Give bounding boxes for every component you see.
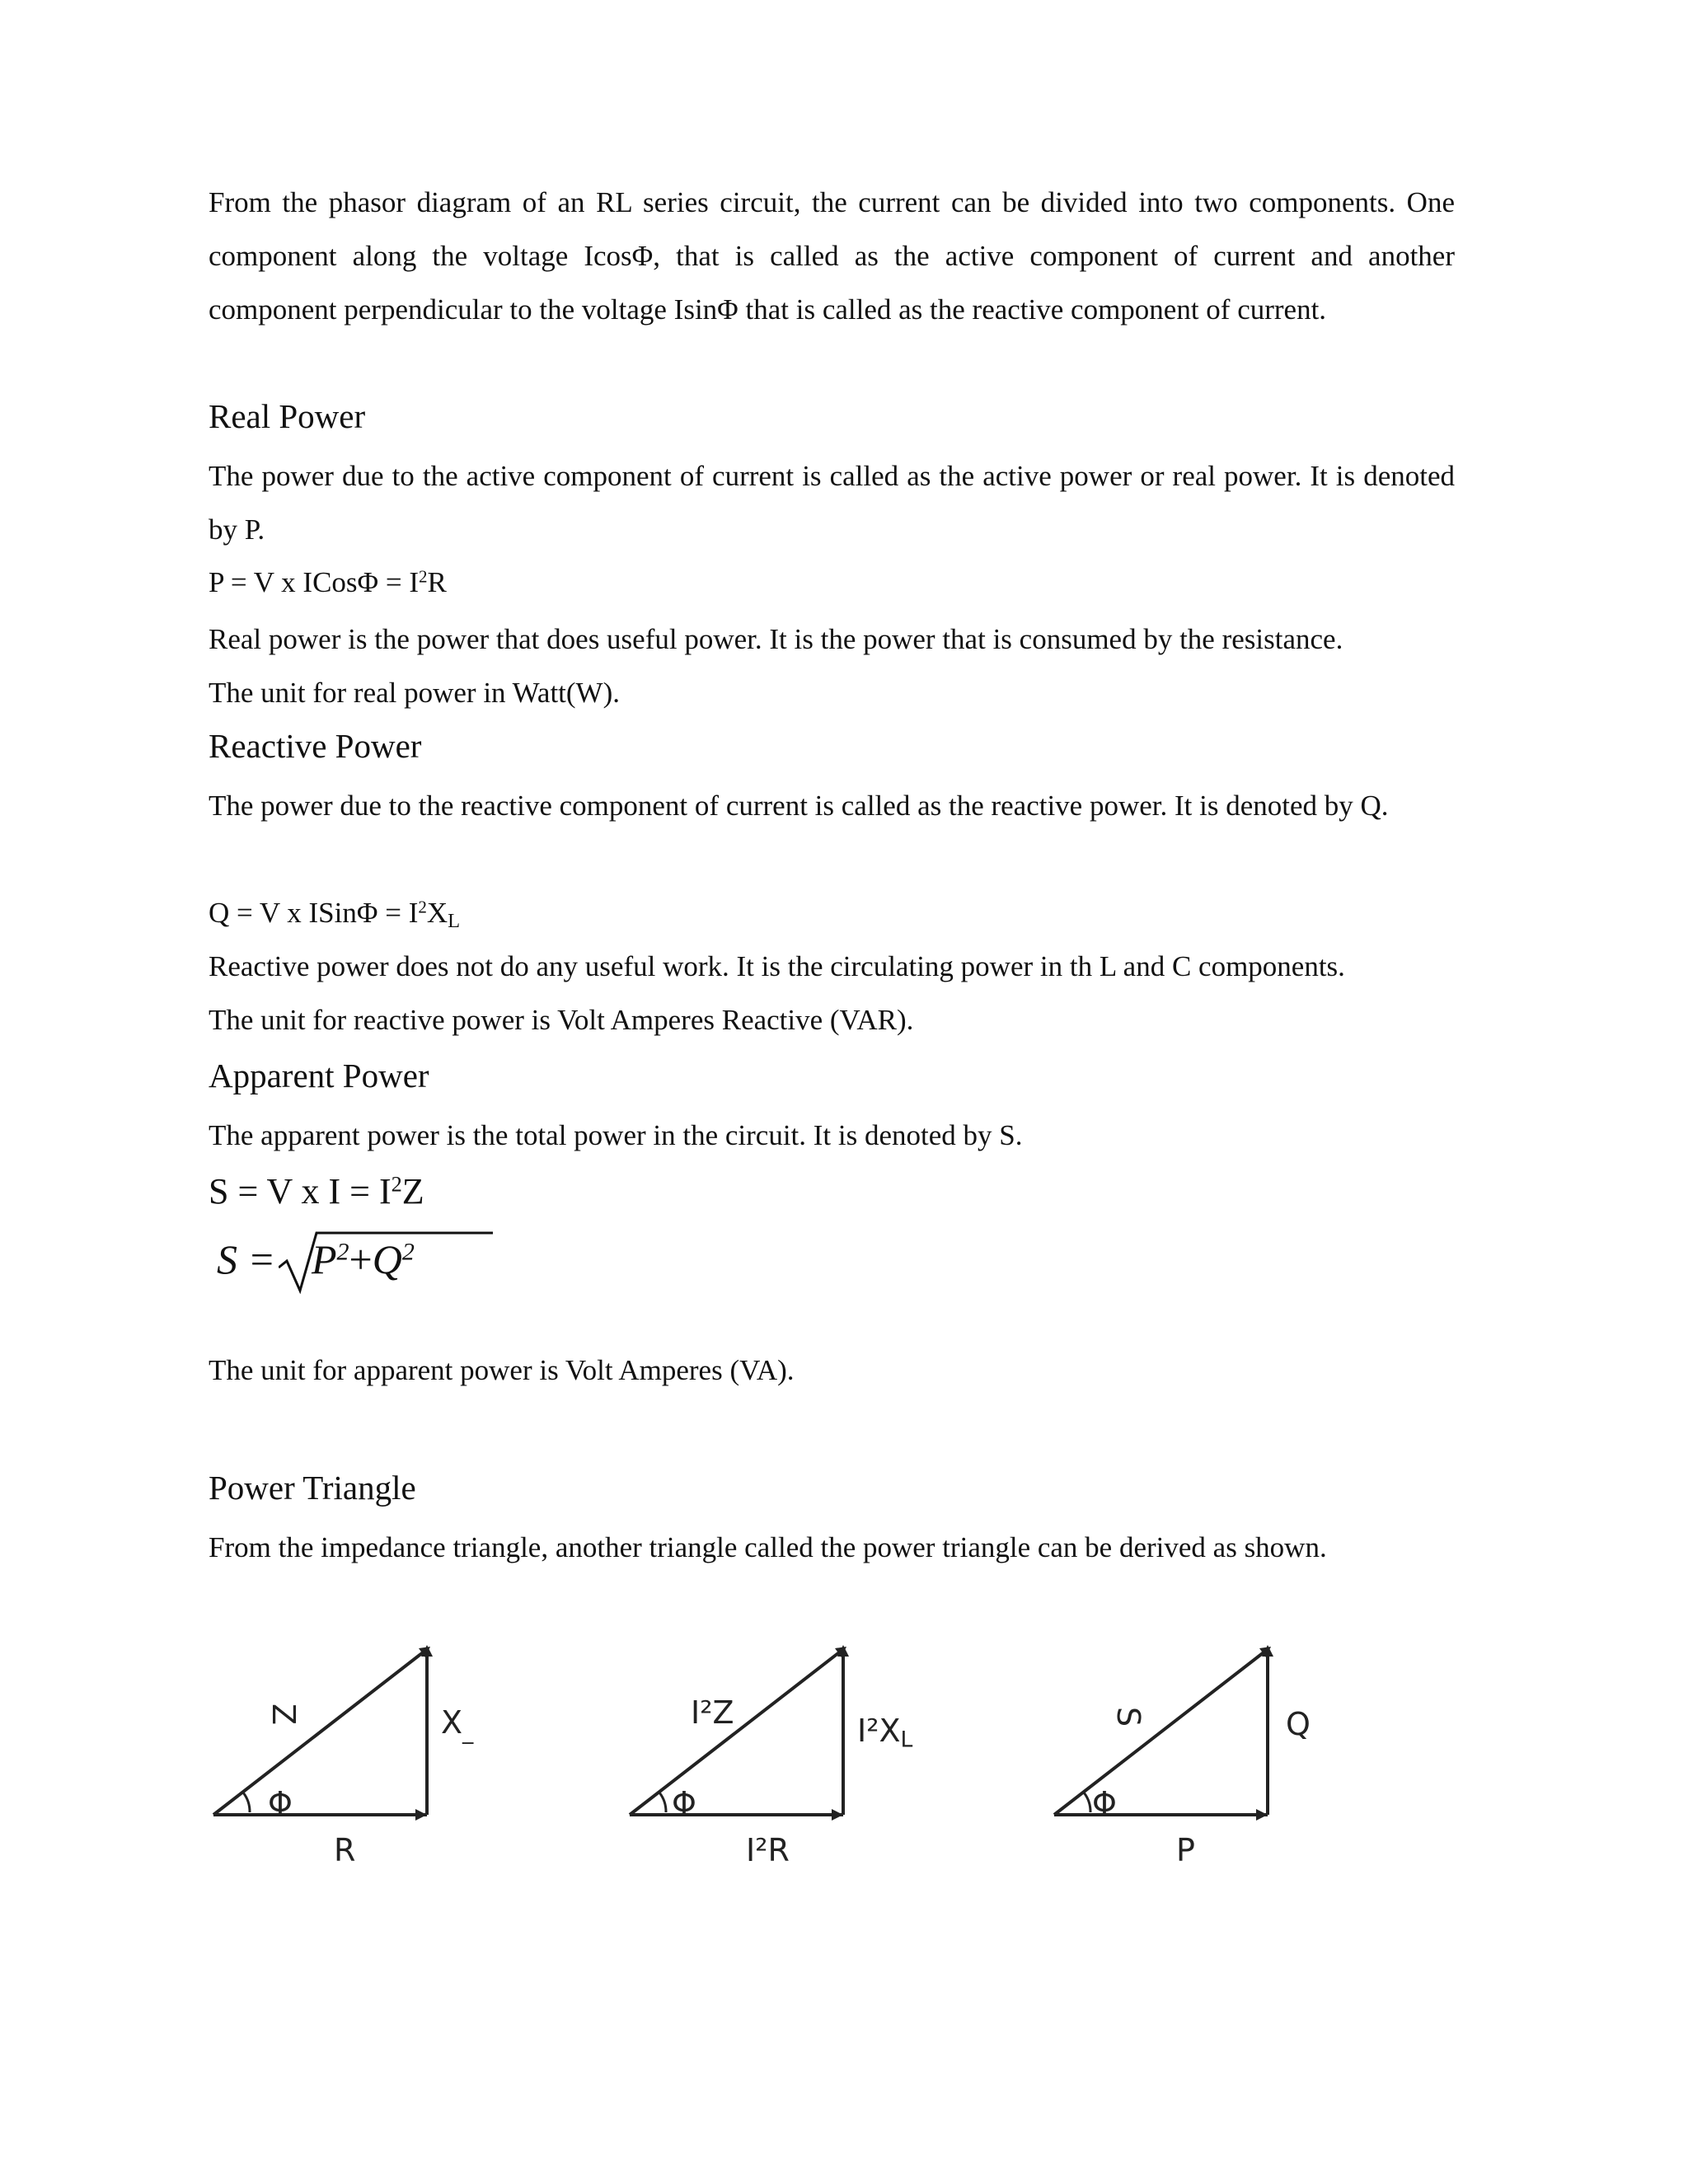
scaled-triangle	[626, 1636, 913, 1868]
power-angle-label: Φ	[1092, 1785, 1117, 1821]
heading-real-power: Real Power	[209, 397, 366, 435]
apparent-power-paragraph: The apparent power is the total power in the circuit. It is denoted by S.	[209, 1119, 1023, 1151]
scaled-base-label: I²R	[746, 1832, 790, 1868]
real-power-formula-tail: R	[427, 566, 447, 598]
apparent-power-sqrt-formula	[213, 1220, 460, 1294]
impedance-vert-text: X	[441, 1704, 463, 1741]
impedance-hyp-label: Z	[265, 1703, 302, 1726]
real-power-formula-main: P = V x ICosΦ = I	[209, 566, 420, 598]
real-power-note-2: The unit for real power in Watt(W).	[209, 677, 620, 709]
heading-reactive-power: Reactive Power	[209, 727, 422, 765]
apparent-power-formula-sup: 2	[391, 1171, 402, 1197]
impedance-triangle	[210, 1636, 474, 1868]
power-triangle-shape	[1051, 1636, 1298, 1850]
power-triangle	[1051, 1636, 1311, 1868]
scaled-triangle-shape	[626, 1636, 874, 1850]
radicand-p: P	[312, 1236, 337, 1282]
reactive-power-formula-tail: X	[426, 897, 448, 929]
power-vert-text: Q	[1286, 1706, 1311, 1742]
real-power-note-1: Real power is the power that does useful power. It is the power that is consumed by the resistance.	[209, 623, 1343, 655]
radicand-q-exp: 2	[401, 1238, 415, 1266]
heading-apparent-power: Apparent Power	[209, 1057, 429, 1094]
real-power-paragraph: The power due to the active component of current is called as the active power or real power. It is denoted by P.	[209, 460, 1455, 546]
sqrt-formula-radicand	[312, 1235, 415, 1284]
reactive-power-formula	[209, 893, 460, 934]
heading-power-triangle: Power Triangle	[209, 1469, 416, 1507]
scaled-hyp-label: I²Z	[691, 1694, 734, 1731]
real-power-formula	[209, 562, 447, 603]
scaled-angle-label: Φ	[672, 1785, 696, 1821]
impedance-vert-sub: _	[462, 1718, 474, 1745]
power-base-label: P	[1176, 1832, 1195, 1868]
reactive-power-note-1: Reactive power does not do any useful work. It is the circulating power in th L and C components.	[209, 950, 1345, 982]
scaled-vert-sub: L	[900, 1727, 913, 1753]
scaled-vert-text: I²X	[857, 1713, 901, 1749]
radicand-q: Q	[372, 1236, 402, 1282]
scaled-vert-label	[857, 1713, 913, 1753]
apparent-power-unit-note: The unit for apparent power is Volt Amperes (VA).	[209, 1354, 795, 1386]
real-power-formula-sup: 2	[419, 566, 428, 587]
impedance-angle-label: Φ	[268, 1785, 293, 1821]
impedance-triangle-shape	[210, 1636, 457, 1850]
power-hyp-label: S	[1110, 1706, 1147, 1727]
impedance-base-label: R	[334, 1832, 356, 1868]
reactive-power-formula-sub: L	[448, 910, 461, 933]
reactive-power-formula-sup: 2	[418, 897, 427, 917]
apparent-power-formula-main: S = V x I = I	[209, 1171, 392, 1212]
radicand-plus: +	[349, 1236, 373, 1282]
reactive-power-formula-main: Q = V x ISinΦ = I	[209, 897, 419, 929]
impedance-vert-label	[441, 1704, 474, 1745]
radicand-p-exp: 2	[336, 1238, 349, 1266]
apparent-power-formula	[209, 1167, 424, 1216]
reactive-power-note-2: The unit for reactive power is Volt Amperes Reactive (VAR).	[209, 1004, 914, 1036]
reactive-power-paragraph: The power due to the reactive component of current is called as the reactive power. It is denoted by Q.	[209, 790, 1389, 822]
intro-paragraph: From the phasor diagram of an RL series circuit, the current can be divided into two components. One component along the voltage IcosΦ, that is called as the active component of current and another component perpendicular to the voltage IsinΦ that is called as the reactive component of current.	[209, 186, 1455, 326]
sqrt-formula-lhs: S =	[217, 1236, 276, 1282]
power-vert-label	[1286, 1708, 1311, 1741]
power-triangle-paragraph: From the impedance triangle, another triangle called the power triangle can be derived as shown.	[209, 1531, 1327, 1563]
apparent-power-formula-tail: Z	[401, 1171, 424, 1212]
